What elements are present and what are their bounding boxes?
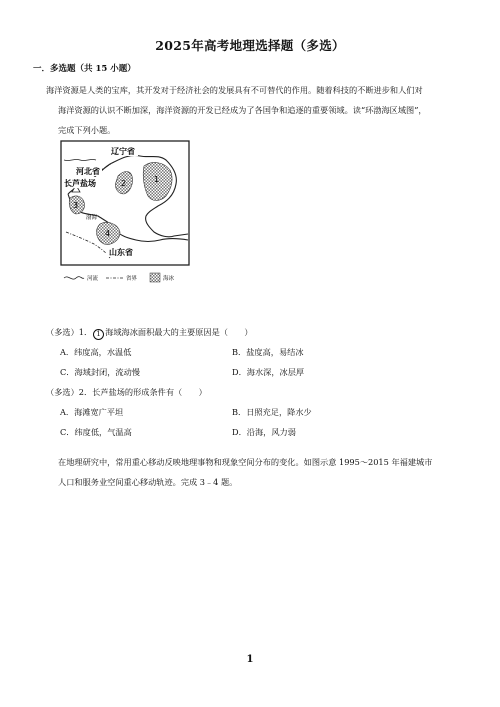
- q2-option-c[interactable]: C．纬度低，气温高: [60, 427, 132, 437]
- question-1-text: 海域海冰面积最大的主要原因是（ ）: [105, 327, 253, 337]
- label-changlu: 长芦盐场: [64, 179, 96, 188]
- circled-number: 1: [93, 329, 104, 340]
- label-hebei: 河北省: [76, 167, 100, 176]
- context-paragraph: [46, 452, 464, 492]
- page-number: 1: [246, 654, 254, 665]
- label-liaoning: 辽宁省: [111, 147, 135, 156]
- bohai-region-map: [60, 140, 190, 288]
- legend-river: 河流: [87, 276, 99, 282]
- question-2: （多选）2．长芦盐场的形成条件有（ ）: [46, 387, 207, 397]
- q1-option-d[interactable]: D．海水深，冰层厚: [232, 367, 305, 377]
- label-shandong: 山东省: [109, 248, 133, 257]
- intro-line: 海洋资源的认识不断加深，海洋资源的开发已经成为了各国争和追逐的重要领域。读“环渤海区域图”，: [58, 105, 427, 115]
- q1-option-c[interactable]: C．海域封闭，流动慢: [60, 367, 140, 377]
- page-title: 2025年高考地理选择题（多选）: [155, 38, 345, 53]
- ice-number-3: 3: [73, 201, 79, 210]
- intro-line: 海洋资源是人类的宝库，其开发对于经济社会的发展具有不可替代的作用。随着科技的不断进步和人们对: [46, 85, 423, 95]
- q1-option-b[interactable]: B．盐度高，易结冰: [232, 347, 304, 357]
- legend-border: 省界: [126, 276, 138, 282]
- ice-number-1: 1: [154, 175, 160, 184]
- paragraph-line: 在地理研究中，常用重心移动反映地理事物和现象空间分布的变化。如图示意 1995～2015 年福建城市: [58, 457, 433, 467]
- q2-option-b[interactable]: B．日照充足，降水少: [232, 407, 312, 417]
- section-heading: 一．多选题（共 15 小题）: [33, 64, 136, 74]
- legend-ice: 海冰: [163, 276, 175, 282]
- q1-option-a[interactable]: A．纬度高，水温低: [60, 347, 132, 357]
- question-1: [46, 327, 253, 340]
- q2-option-a[interactable]: A．海滩宽广平坦: [60, 407, 124, 417]
- q2-option-d[interactable]: D．沿海，风力弱: [232, 427, 296, 437]
- question-1-prefix: （多选）1．: [46, 327, 93, 337]
- ice-number-2: 2: [121, 179, 127, 188]
- label-bohai: 渤海: [86, 215, 98, 221]
- map-legend: [64, 273, 175, 282]
- ice-number-4: 4: [105, 229, 111, 238]
- intro-paragraph: [46, 80, 462, 140]
- paragraph-line: 人口和服务业空间重心移动轨迹。完成 3﹣4 题。: [58, 477, 238, 487]
- intro-line: 完成下列小题。: [58, 125, 116, 135]
